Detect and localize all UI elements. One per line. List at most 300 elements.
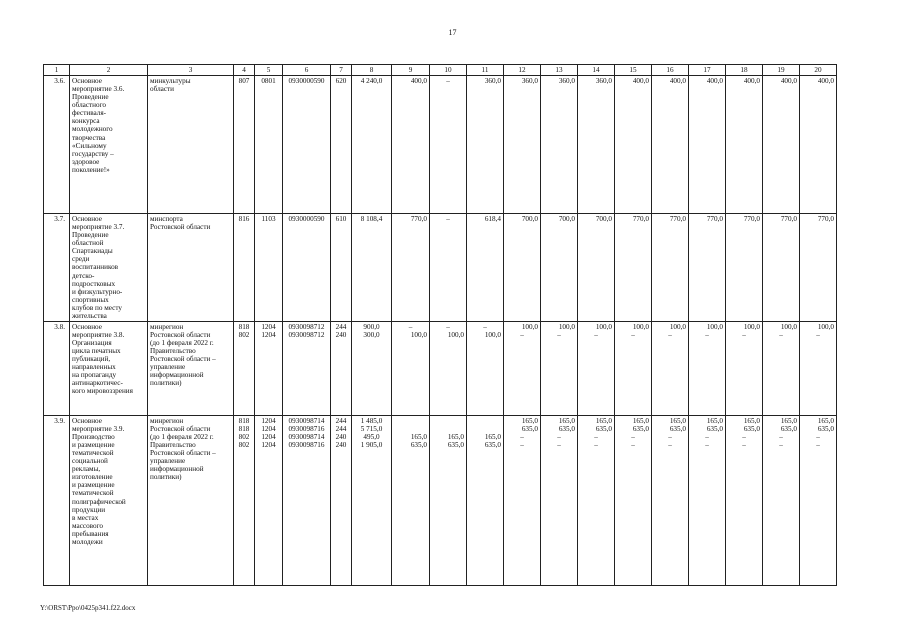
total-amount [352,321,392,415]
cell-line: минрегион [150,416,184,425]
row-number: 3.9. [44,415,70,585]
cell-line: 1 905,0 [360,441,383,450]
table-row [44,76,837,214]
code-cell-c4 [234,321,255,415]
cell-line: 818 [238,424,250,433]
cell-line: – [483,322,487,331]
header-cell: 12 [504,65,541,76]
cell-line: Ростовской области [150,424,211,433]
cell-line: Основное [72,416,102,425]
cell-line: 635,0 [521,424,538,433]
cell-line [394,425,427,433]
cell-line [432,417,464,425]
cell-line: 300,0 [363,330,380,339]
cell-line: Основное [72,77,102,86]
cell-line: 100,0 [632,322,649,331]
year-amount [504,415,541,585]
cell-line: 165,0 [780,416,797,425]
header-cell: 2 [70,65,148,76]
cell-line: 635,0 [743,424,760,433]
cell-line: Ростовской области – [150,355,216,364]
cell-line: – [594,433,598,441]
cell-line: 0930098712 [288,330,325,339]
cell-line [394,417,427,425]
cell-line: – [779,330,783,339]
year-amount [726,76,763,214]
cell-line: направленных [72,363,116,372]
cell-line: среди [72,255,90,264]
cell-line: 635,0 [595,424,612,433]
cell-line: 770,0 [743,215,760,224]
cell-line: 400,0 [817,77,834,86]
cell-line: – [742,441,746,450]
cell-line: и физкультурно- [72,287,123,296]
year-amount [467,76,504,214]
cell-line: 1204 [261,322,276,331]
cell-line: и размещение [72,481,115,490]
cell-line: 100,0 [410,330,427,339]
row-number: 3.8. [44,321,70,415]
cell-line: 400,0 [410,77,427,86]
cell-line: Правительство [150,441,196,450]
code-cell-c6 [283,415,331,585]
cell-line: полиграфической [72,497,126,506]
cell-line: Основное [72,322,102,331]
code-cell-c6 [283,76,331,214]
cell-line: здоровое [72,157,100,166]
header-cell: 8 [352,65,392,76]
cell-line: 240 [335,441,347,450]
header-cell: 17 [689,65,726,76]
cell-line: 240 [335,330,347,339]
total-amount [352,76,392,214]
cell-line: – [742,330,746,339]
cell-line: воспитанников [72,263,119,272]
cell-line: областной [72,239,104,248]
cell-line: 244 [335,416,347,425]
cell-line: Проведение [72,231,109,240]
cell-line: рекламы, [72,465,101,474]
cell-line [469,425,501,433]
cell-line: Ростовской области – [150,449,216,458]
cell-line: 100,0 [558,322,575,331]
cell-line: 100,0 [484,330,501,339]
cell-line: пребывания [72,529,109,538]
cell-line: – [446,77,450,86]
cell-line: 100,0 [780,322,797,331]
cell-line: мероприятие 3.6. [72,85,125,94]
cell-line: 0930098714 [288,433,325,441]
cell-line: 0930000590 [288,77,325,86]
year-amount [689,76,726,214]
cell-line: 4 240,0 [360,77,383,86]
cell-line: жительства [72,311,107,320]
cell-line: 1 485,0 [360,416,383,425]
header-cell: 20 [800,65,837,76]
year-amount [578,76,615,214]
cell-line: – [408,322,413,331]
cell-line: кого мировоззрения [72,387,133,396]
cell-line: 165,0 [669,416,686,425]
cell-line: 100,0 [447,330,464,339]
code-cell-c7 [331,76,352,214]
code-cell-c4 [234,415,255,585]
cell-line: – [816,433,820,441]
cell-line: 635,0 [558,424,575,433]
cell-line: 700,0 [558,215,575,224]
year-amount [652,415,689,585]
cell-line: – [446,215,450,224]
page-number: 17 [448,28,457,37]
header-cell: 11 [467,65,504,76]
table-row [44,214,837,322]
cell-line: минспорта [150,215,183,224]
cell-line: 165,0 [447,433,464,441]
cell-line: 1204 [261,433,276,441]
code-cell-c6 [283,321,331,415]
year-amount [578,415,615,585]
cell-line: 165,0 [558,416,575,425]
year-amount [763,214,800,322]
year-amount [689,214,726,322]
cell-line: – [557,330,561,339]
cell-line: мероприятие 3.9. [72,424,125,433]
header-cell: 16 [652,65,689,76]
cell-line: 635,0 [632,424,649,433]
year-amount [504,76,541,214]
year-amount [800,415,837,585]
cell-line: – [705,433,709,441]
year-amount [467,321,504,415]
cell-line: 770,0 [410,215,427,224]
cell-line: 400,0 [743,77,760,86]
cell-line: 165,0 [595,416,612,425]
year-amount [800,321,837,415]
cell-line: 807 [238,77,250,86]
cell-line: «Сильному [72,141,107,150]
cell-line: 360,0 [595,77,612,86]
cell-line: Спартакиады [72,247,113,256]
year-amount [541,214,578,322]
cell-line: 802 [238,433,250,441]
cell-line: массового [72,521,103,530]
cell-line: 0930098716 [288,424,325,433]
year-amount [392,76,430,214]
cell-line: 635,0 [669,424,686,433]
cell-line: – [594,330,598,339]
cell-line: Основное [72,215,102,224]
cell-line: 1204 [261,424,276,433]
cell-line: – [705,330,709,339]
cell-line [469,417,501,425]
year-amount [392,415,430,585]
header-cell: 18 [726,65,763,76]
cell-line: 165,0 [632,416,649,425]
cell-line: 165,0 [521,416,538,425]
year-amount [578,321,615,415]
year-amount [726,415,763,585]
header-cell: 6 [283,65,331,76]
year-amount [763,415,800,585]
cell-line: детско- [72,271,95,280]
cell-line: – [742,433,746,441]
cell-line: 244 [335,322,347,331]
cell-line: 0930098712 [288,322,325,331]
cell-line [432,425,464,433]
year-amount [467,214,504,322]
budget-table [43,64,837,586]
year-amount [541,415,578,585]
cell-line: 635,0 [706,424,723,433]
header-cell: 7 [331,65,352,76]
cell-line: 770,0 [706,215,723,224]
year-amount [689,321,726,415]
header-row [44,65,837,76]
cell-line: поколение!» [72,165,110,174]
cell-line: минкультуры [150,77,191,86]
year-amount [430,76,467,214]
code-cell-c6 [283,214,331,322]
year-amount [763,321,800,415]
year-amount [467,415,504,585]
cell-line: – [520,433,524,441]
year-amount [689,415,726,585]
cell-line: 100,0 [595,322,612,331]
cell-line: 240 [335,433,347,441]
year-amount [430,415,467,585]
year-amount [800,76,837,214]
year-amount [763,76,800,214]
activity-name [70,321,148,415]
table-row [44,321,837,415]
cell-line: 400,0 [632,77,649,86]
cell-line: – [816,441,820,450]
cell-line: – [557,433,561,441]
cell-line: тематической [72,489,114,498]
year-amount [504,321,541,415]
code-cell-c5 [255,214,283,322]
cell-line: мероприятие 3.7. [72,223,125,232]
cell-line: 0930000590 [288,215,325,224]
year-amount [504,214,541,322]
table-row [44,415,837,585]
cell-line: 165,0 [743,416,760,425]
code-cell-c5 [255,76,283,214]
cell-line: 0930098716 [288,441,325,450]
year-amount [800,214,837,322]
cell-line: Ростовской области [150,330,211,339]
cell-line: – [705,441,709,450]
year-amount [615,76,652,214]
cell-line: области [150,85,175,94]
cell-line: – [557,441,561,450]
cell-line: 100,0 [669,322,686,331]
cell-line: 400,0 [706,77,723,86]
cell-line: 0801 [261,77,276,86]
year-amount [615,321,652,415]
cell-line: Организация [72,339,112,347]
footer-file-path: Y:\ORST\Ppo\0425p341.f22.docx [40,604,136,612]
code-cell-c4 [234,76,255,214]
cell-line: 818 [238,322,250,331]
cell-line: продукции [72,505,106,514]
cell-line: Производство [72,433,115,441]
total-amount [352,415,392,585]
cell-line: – [779,441,783,450]
code-cell-c7 [331,214,352,322]
executor [148,76,234,214]
cell-line: спортивных [72,295,109,304]
header-cell: 9 [392,65,430,76]
cell-line: 495,0 [363,433,380,441]
cell-line: 1204 [261,330,276,339]
cell-line: информационной [150,371,204,380]
code-cell-c7 [331,321,352,415]
cell-line: 165,0 [706,416,723,425]
cell-line: конкурса [72,117,100,126]
header-cell: 4 [234,65,255,76]
executor [148,321,234,415]
cell-line: 360,0 [558,77,575,86]
activity-name [70,415,148,585]
header-cell: 19 [763,65,800,76]
cell-line: 100,0 [743,322,760,331]
cell-line: 770,0 [780,215,797,224]
cell-line: творчества [72,133,106,142]
year-amount [652,214,689,322]
header-cell: 14 [578,65,615,76]
cell-line: 1204 [261,441,276,450]
cell-line: цикла печатных [72,347,121,356]
year-amount [430,214,467,322]
cell-line: политики) [150,473,182,482]
cell-line: 5 715,0 [360,424,383,433]
cell-line: 165,0 [410,433,427,441]
cell-line: социальной [72,457,108,466]
year-amount [615,415,652,585]
cell-line: 770,0 [632,215,649,224]
cell-line: 400,0 [669,77,686,86]
executor [148,415,234,585]
cell-line: (до 1 февраля 2022 г. [150,433,214,441]
header-cell: 1 [44,65,70,76]
cell-line: – [668,330,672,339]
row-number: 3.7. [44,214,70,322]
cell-line: фестиваля- [72,109,107,118]
cell-line: 165,0 [484,433,501,441]
cell-line: 802 [238,330,250,339]
cell-line: 635,0 [447,441,464,450]
cell-line: 0930098714 [288,416,325,425]
cell-line: – [446,322,450,331]
code-cell-c5 [255,415,283,585]
cell-line: – [779,433,783,441]
code-cell-c4 [234,214,255,322]
cell-line: молодежного [72,125,113,134]
header-cell: 13 [541,65,578,76]
cell-line: 802 [238,441,250,450]
cell-line: – [668,441,672,450]
cell-line: управление [150,457,186,466]
year-amount [652,76,689,214]
cell-line: 635,0 [410,441,427,450]
cell-line: – [520,330,524,339]
cell-line: 100,0 [817,322,834,331]
cell-line: – [668,433,672,441]
year-amount [541,76,578,214]
cell-line: – [520,441,524,450]
cell-line: минрегион [150,322,184,331]
header-cell: 10 [430,65,467,76]
cell-line: 610 [335,215,347,224]
cell-line: государству – [72,149,114,158]
year-amount [392,214,430,322]
cell-line: Правительство [150,347,196,356]
year-amount [578,214,615,322]
cell-line: 770,0 [669,215,686,224]
cell-line: 620 [335,77,347,86]
cell-line: клубов по месту [72,303,123,312]
cell-line: 400,0 [780,77,797,86]
cell-line: Проведение [72,93,109,102]
cell-line: мероприятие 3.8. [72,330,125,339]
cell-line: на пропаганду [72,371,117,380]
cell-line: – [816,330,820,339]
cell-line: политики) [150,379,182,388]
year-amount [541,321,578,415]
cell-line: Ростовской области [150,223,211,232]
cell-line: тематической [72,449,114,458]
cell-line: 100,0 [521,322,538,331]
cell-line: 360,0 [521,77,538,86]
cell-line: 360,0 [484,77,501,86]
cell-line: 635,0 [817,424,834,433]
cell-line: 700,0 [595,215,612,224]
cell-line: 770,0 [817,215,834,224]
year-amount [726,321,763,415]
year-amount [726,214,763,322]
executor [148,214,234,322]
cell-line: 100,0 [706,322,723,331]
cell-line: – [631,433,635,441]
header-cell: 3 [148,65,234,76]
cell-line: 1204 [261,416,276,425]
cell-line: и размещение [72,441,115,450]
cell-line: 818 [238,416,250,425]
cell-line: молодежи [72,537,103,546]
year-amount [615,214,652,322]
cell-line: 244 [335,424,347,433]
cell-line: областного [72,101,106,110]
cell-line: управление [150,363,186,372]
cell-line: информационной [150,465,204,474]
header-cell: 5 [255,65,283,76]
code-cell-c7 [331,415,352,585]
cell-line: 618,4 [484,215,501,224]
cell-line: – [631,441,635,450]
code-cell-c5 [255,321,283,415]
cell-line: изготовление [72,473,113,482]
cell-line: 635,0 [484,441,501,450]
cell-line: антинаркотичес- [72,379,123,388]
cell-line: подростковых [72,279,116,288]
cell-line: 700,0 [521,215,538,224]
activity-name [70,76,148,214]
cell-line: (до 1 февраля 2022 г. [150,339,214,347]
cell-line: в местах [72,513,99,522]
cell-line: 816 [238,215,250,224]
cell-line: – [631,330,635,339]
